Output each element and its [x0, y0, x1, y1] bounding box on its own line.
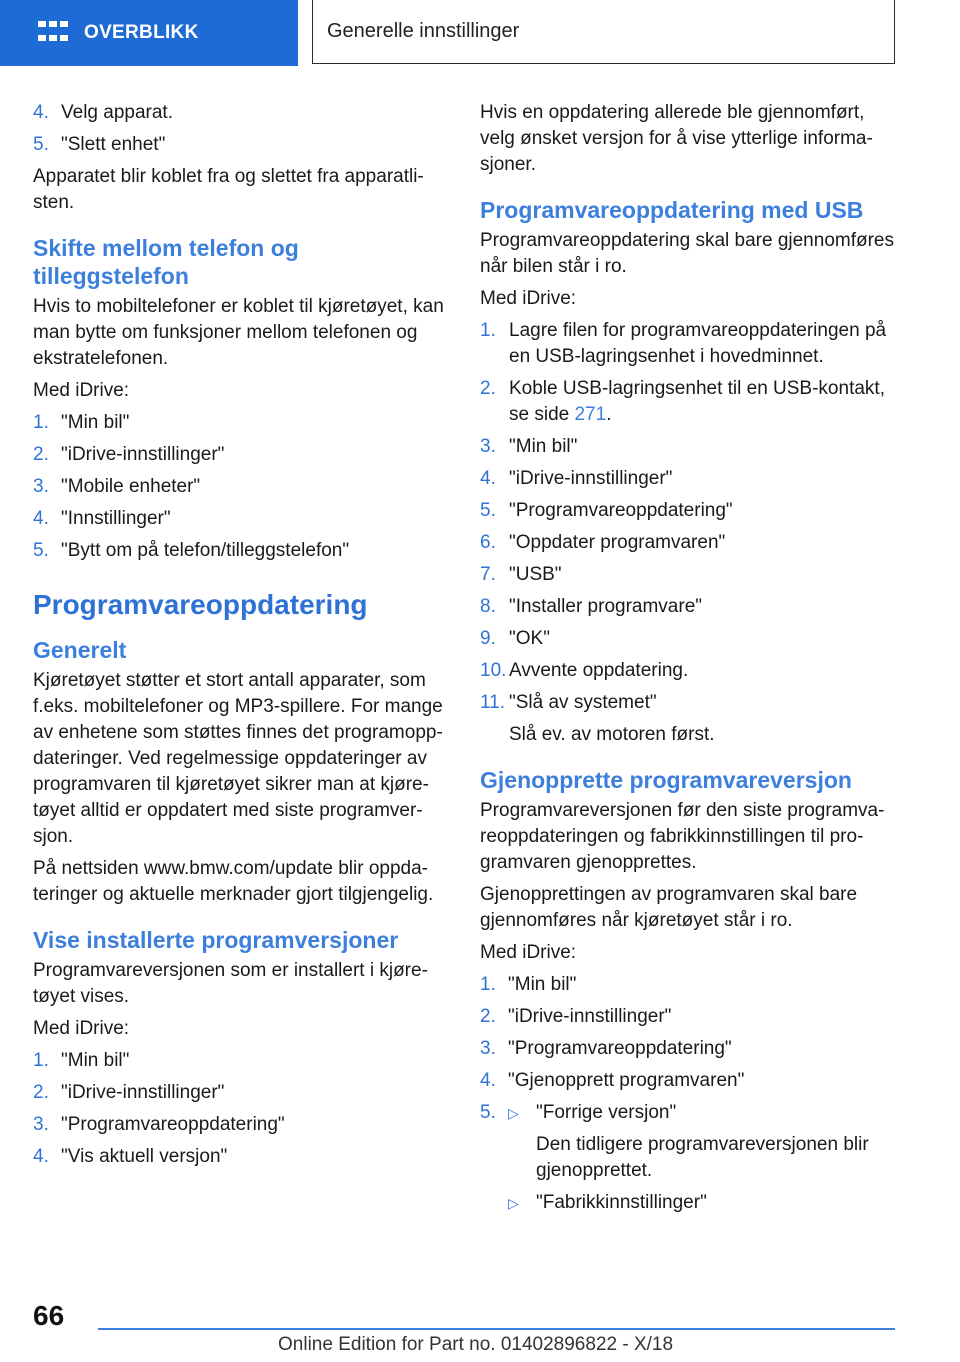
list-item: 2. Koble USB-lagringsenhet til en USB-kontakt, se side 271. [480, 378, 885, 425]
usb-heading: Programvareoppdatering med USB [480, 197, 864, 223]
list-item: 1. "Min bil" [33, 412, 130, 433]
triangle-icon: ▷ [508, 1105, 519, 1121]
general-paragraph-1: Kjøretøyet støtter et stort antall apparater, som f.eks. mobiltelefoner og MP3-spillere. For mange av enhetene som støttes finnes det programopp-dateringer. Ved regelmessige oppdateringer av programvaren til kjøretøyet sikrer man at kjøre-tøyet alltid er oppdatert med siste programver-sjon. [33, 670, 443, 847]
list-item: 1. "Min bil" [33, 1050, 130, 1071]
step-note: Slå ev. av motoren først. [509, 724, 715, 745]
list-item: 3. "Min bil" [480, 436, 578, 457]
list-item: 3. "Programvareoppdatering" [480, 1038, 732, 1059]
section-title: Generelle innstillinger [327, 20, 520, 42]
list-item: 1. Lagre filen for programvareoppdateringen på en USB-lagringsenhet i hovedminnet. [480, 320, 887, 367]
list-item: 8. "Installer programvare" [480, 596, 703, 617]
list-item: 5. "Programvareoppdatering" [480, 500, 733, 521]
list-item: 4. "Vis aktuell versjon" [33, 1146, 228, 1167]
list-item: 6. "Oppdater programvaren" [480, 532, 726, 553]
list-item: 2. "iDrive-innstillinger" [480, 1006, 672, 1027]
list-item: 4. "Gjenopprett programvaren" [480, 1070, 745, 1091]
left-column [33, 100, 448, 1176]
list-item: 3. "Mobile enheter" [33, 476, 201, 497]
overview-label: OVERBLIKK [84, 22, 199, 43]
installed-steps [33, 1048, 448, 1170]
list-item: 5. "Slett enhet" [33, 134, 166, 155]
list-item: 3. "Programvareoppdatering" [33, 1114, 285, 1135]
triangle-icon: ▷ [508, 1195, 519, 1211]
list-item: 2. "iDrive-innstillinger" [33, 444, 225, 465]
restore-heading: Gjenopprette programvareversjon [480, 767, 852, 793]
overview-tab[interactable] [0, 0, 298, 66]
page-header [0, 0, 960, 66]
right-column [480, 100, 900, 1222]
list-item: 7. "USB" [480, 564, 562, 585]
section-title-tab[interactable] [312, 0, 895, 64]
option-item: ▷ "Fabrikkinnstillinger" [508, 1190, 900, 1216]
restore-idrive-label: Med iDrive: [480, 942, 577, 963]
list-item: 11. "Slå av systemet" Slå ev. av motoren først. [480, 690, 900, 748]
list-item: 4. "Innstillinger" [33, 508, 171, 529]
right-intro-paragraph: Hvis en oppdatering allerede ble gjennomført, velg ønsket versjon for å vise ytterlige informa-sjoner. [480, 102, 873, 175]
list-item: 4. "iDrive-innstillinger" [480, 468, 673, 489]
list-item: 5. "Bytt om på telefon/tilleggstelefon" [33, 540, 350, 561]
list-item: 9. "OK" [480, 628, 550, 649]
switch-idrive-label: Med iDrive: [33, 380, 130, 401]
switch-paragraph: Hvis to mobiltelefoner er koblet til kjøretøyet, kan man bytte om funksjoner mellom telefonen og ekstratelefonen. [33, 296, 444, 369]
installed-heading: Vise installerte programversjoner [33, 927, 399, 953]
option-note: Den tidligere programvareversjonen blir gjenopprettet. [536, 1134, 869, 1181]
restore-paragraph-1: Programvareversjonen før den siste programva-reoppdateringen og fabrikkinnstillingen til pro-gramvaren gjenopprettes. [480, 800, 885, 873]
page-link[interactable]: 271 [574, 404, 607, 425]
grid-icon [38, 21, 68, 45]
usb-paragraph: Programvareoppdatering skal bare gjennomføres når bilen står i ro. [480, 230, 894, 277]
option-item: ▷ "Forrige versjon" Den tidligere programvareversjonen blir gjenopprettet. [508, 1100, 900, 1184]
installed-idrive-label: Med iDrive: [33, 1018, 130, 1039]
intro-paragraph: Apparatet blir koblet fra og slettet fra apparatli-sten. [33, 166, 424, 213]
usb-steps [480, 318, 900, 748]
restore-steps [480, 972, 900, 1216]
list-item: 1. "Min bil" [480, 974, 577, 995]
restore-paragraph-2: Gjenopprettingen av programvaren skal bare gjennomføres når kjøretøyet står i ro. [480, 884, 858, 931]
general-heading: Generelt [33, 637, 127, 663]
switch-heading: Skifte mellom telefon og tilleggstelefon [33, 235, 299, 289]
main-heading: Programvareoppdatering [33, 589, 368, 620]
intro-steps [33, 100, 448, 158]
footer-edition: Online Edition for Part no. 01402896822 - X/18 [278, 1334, 674, 1355]
list-item: 2. "iDrive-innstillinger" [33, 1082, 225, 1103]
switch-steps [33, 410, 448, 564]
page-number: 66 [33, 1300, 65, 1331]
list-item: 5. ▷ "Forrige versjon" Den tidligere programvareversjonen blir gjenopprettet. ▷ "Fabrikkinnstillinger" [480, 1100, 900, 1216]
list-item: 4. Velg apparat. [33, 102, 173, 123]
footer-divider [98, 1328, 895, 1330]
usb-idrive-label: Med iDrive: [480, 288, 577, 309]
installed-paragraph: Programvareversjonen som er installert i kjøre-tøyet vises. [33, 960, 428, 1007]
list-item: 10. Avvente oppdatering. [480, 660, 689, 681]
general-paragraph-2: På nettsiden www.bmw.com/update blir oppda-teringer og aktuelle merknader gjort tilgjengelig. [33, 858, 434, 905]
